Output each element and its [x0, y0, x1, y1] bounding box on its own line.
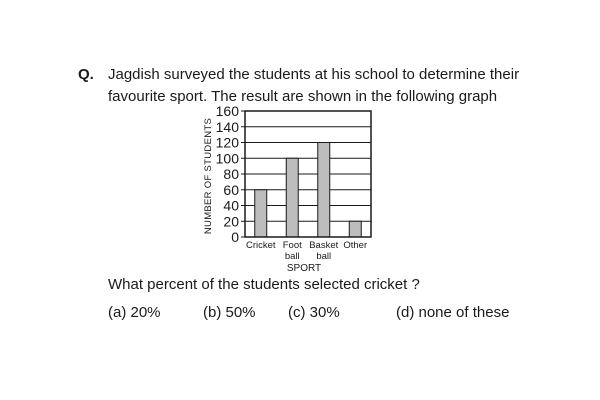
- x-tick-label: Cricket: [245, 240, 276, 251]
- bar: [286, 158, 298, 237]
- y-tick-labels: [216, 103, 245, 245]
- x-tick-label: Other: [343, 240, 368, 251]
- y-tick-label: 0: [231, 229, 239, 245]
- y-tick-label: 20: [223, 213, 239, 230]
- bar: [318, 143, 330, 238]
- bar-chart: [195, 105, 395, 275]
- option-a[interactable]: (a) 20%: [108, 304, 161, 321]
- bar: [255, 190, 267, 237]
- question-text-line-1: Jagdish surveyed the students at his school to determine their: [108, 66, 520, 83]
- y-tick-label: 60: [223, 181, 239, 198]
- x-tick-labels: [246, 240, 367, 262]
- question-text-line-2: favourite sport. The result are shown in the following graph: [108, 88, 498, 105]
- option-d[interactable]: (d) none of these: [396, 304, 510, 321]
- x-tick-label: Foot ball: [282, 240, 302, 262]
- y-tick-label: 160: [215, 103, 239, 119]
- y-tick-label: 40: [223, 197, 239, 214]
- x-tick-label: Basket ball: [309, 240, 339, 262]
- question-prompt: What percent of the students selected cricket ?: [108, 276, 420, 293]
- bar: [349, 221, 361, 237]
- y-tick-label: 120: [215, 134, 239, 151]
- question-number: Q.: [78, 66, 94, 83]
- y-axis-title: NUMBER OF STUDENTS: [203, 117, 214, 235]
- option-c[interactable]: (c) 30%: [288, 304, 340, 321]
- x-axis-title: SPORT: [286, 263, 322, 274]
- y-tick-label: 80: [223, 166, 239, 182]
- option-b[interactable]: (b) 50%: [203, 304, 256, 321]
- y-tick-label: 100: [215, 150, 239, 167]
- y-tick-label: 140: [215, 118, 239, 135]
